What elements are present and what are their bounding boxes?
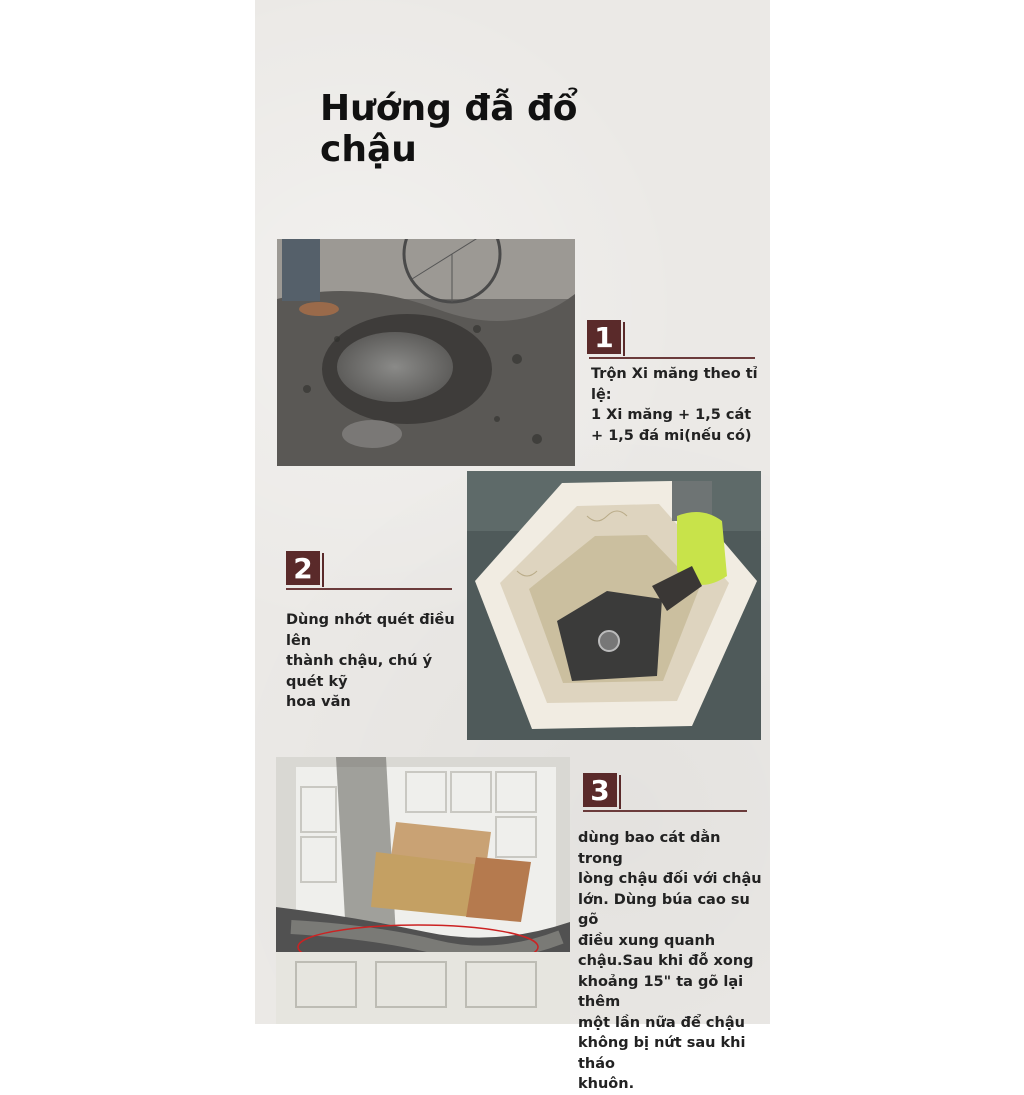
step-1-divider [589, 357, 755, 359]
step-1-badge: 1 [587, 320, 621, 354]
step-3-text: dùng bao cát dằn trong lòng chậu đối với chậu lớn. Dùng búa cao su gõ điều xung quanh chậu.Sau khi đỗ xong khoảng 15" ta gõ lại thêm một lần nữa để chậu không bị nứt sau khi tháo khuôn. [578, 830, 762, 1092]
photo-hexagon-mold [467, 471, 761, 740]
photo-mixing-cement [277, 239, 575, 466]
step-3-badge: 3 [583, 773, 617, 807]
step-3-divider [583, 810, 747, 812]
step-2-text: Dùng nhớt quét điều lên thành chậu, chú ý quét kỹ hoa văn [286, 612, 455, 710]
step-2-badge: 2 [286, 551, 320, 585]
step-1-text: Trộn Xi măng theo tỉ lệ: 1 Xi măng + 1,5 cát + 1,5 đá mi(nếu có) [591, 366, 758, 444]
step-2-divider [286, 588, 452, 590]
photo-square-mold [276, 757, 570, 1024]
page-title: Hướng đẫ đổ chậu [320, 88, 578, 170]
